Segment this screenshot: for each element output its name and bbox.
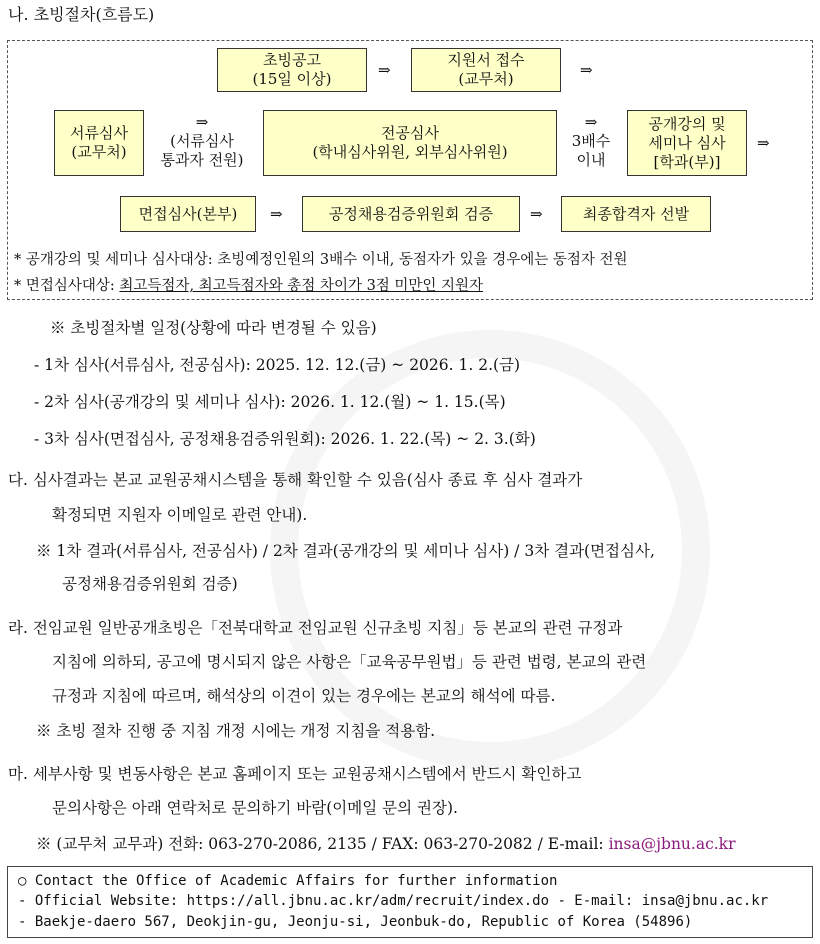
flow-arrow: ⇒ (580, 61, 593, 79)
flow-step-sublabel: (15일 이상) (252, 70, 332, 88)
flow-step-sublabel: 세미나 심사 (648, 133, 726, 152)
flow-arrow: ⇒ (584, 113, 598, 131)
flow-step-label: 지원서 접수 (447, 51, 525, 69)
flow-step-application (411, 48, 561, 92)
flow-step-fairness-committee (302, 196, 520, 232)
flow-step-label: 공개강의 및 (648, 114, 726, 133)
contact-box-website[interactable]: - Official Website: https://all.jbnu.ac.kr/adm/recruit/index.do - E-mail: insa@jbnu.ac.kr (18, 893, 769, 909)
flow-step-sublabel: (학내심사위원, 외부심사위원) (312, 143, 508, 161)
contact-box-address: - Baekje-daero 567, Deokjin-gu, Jeonju-si, Jeonbuk-do, Republic of Korea (54896) (18, 914, 693, 930)
section-ra-note: ※ 초빙 절차 진행 중 지침 개정 시에는 개정 지침을 적용함. (36, 722, 436, 740)
flow-arrow-note: 이내 (576, 151, 606, 169)
flow-step-label: 전공심사 (381, 124, 439, 142)
section-ra-line: 지침에 의하되, 공고에 명시되지 않은 사항은「교육공무원법」등 관련 법령, 본교의 관련 (52, 653, 647, 671)
flow-arrow-note: (서류심사 (170, 132, 234, 150)
flow-arrow: ⇒ (378, 61, 391, 79)
flow-step-major-review (263, 110, 557, 176)
flow-step-label: 공정채용검증위원회 검증 (328, 204, 494, 223)
section-da-note: 공정채용검증위원회 검증) (62, 575, 238, 593)
flow-step-lecture-seminar (627, 110, 747, 176)
flow-arrow: ⇒ (195, 113, 209, 131)
flow-arrow-with-note (150, 113, 254, 170)
contact-text: ※ (교무처 교무과) 전화: 063-270-2086, 2135 / FAX: 063-270-2082 / E-mail: (36, 835, 609, 853)
flow-step-label: 최종합격자 선발 (582, 204, 690, 223)
flow-note-interview-targets (14, 277, 483, 295)
schedule-item: - 3차 심사(면접심사, 공정채용검증위원회): 2026. 1. 22.(목) ~ 2. 3.(화) (34, 430, 536, 448)
schedule-title: ※ 초빙절차별 일정(상황에 따라 변경될 수 있음) (50, 319, 377, 337)
section-na-title: 나. 초빙절차(흐름도) (8, 5, 155, 24)
schedule-item: - 2차 심사(공개강의 및 세미나 심사): 2026. 1. 12.(월) ~ 1. 15.(목) (34, 393, 506, 411)
section-ma-line: 마. 세부사항 및 변동사항은 본교 홈페이지 또는 교원공채시스템에서 반드시 확인하고 (8, 765, 582, 783)
contact-box-heading: ○ Contact the Office of Academic Affairs for further information (18, 873, 558, 889)
flow-arrow-with-note (563, 113, 619, 170)
flow-note-lecture-targets: * 공개강의 및 세미나 심사대상: 초빙예정인원의 3배수 이내, 동점자가 있을 경우에는 동점자 전원 (14, 252, 628, 268)
flow-step-label: 초빙공고 (263, 51, 321, 69)
schedule-item: - 1차 심사(서류심사, 전공심사): 2025. 12. 12.(금) ~ 2026. 1. 2.(금) (34, 356, 521, 374)
flow-arrow: ⇒ (757, 134, 770, 152)
flow-step-interview (120, 196, 256, 232)
section-da-line: 확정되면 지원자 이메일로 관련 안내). (52, 506, 308, 524)
flow-step-label: 서류심사 (70, 124, 128, 142)
section-ma-contact (36, 834, 735, 854)
flow-arrow-note: 통과자 전원) (160, 151, 244, 169)
flow-step-label: 면접심사(본부) (138, 204, 238, 223)
note-underlined-text: 최고득점자, 최고득점자와 총점 차이가 3점 미만인 지원자 (119, 278, 484, 294)
section-ra-line: 라. 전임교원 일반공개초빙은「전북대학교 전임교원 신규초빙 지침」등 본교의 관련 규정과 (8, 619, 623, 637)
flow-step-document-review (54, 110, 144, 176)
section-da-line: 다. 심사결과는 본교 교원공채시스템을 통해 확인할 수 있음(심사 종료 후 심사 결과가 (8, 471, 583, 489)
flow-step-sublabel: [학과(부)] (653, 152, 721, 171)
flow-arrow-note: 3배수 (571, 132, 611, 150)
contact-email-link[interactable]: insa@jbnu.ac.kr (608, 835, 736, 853)
section-ma-line: 문의사항은 아래 연락처로 문의하기 바람(이메일 문의 권장). (52, 799, 458, 817)
flow-step-sublabel: (교무처) (71, 143, 127, 161)
flow-arrow: ⇒ (270, 205, 283, 223)
flow-step-sublabel: (교무처) (458, 70, 514, 88)
flow-arrow: ⇒ (530, 205, 543, 223)
note-prefix: * 면접심사대상: (14, 278, 120, 294)
section-da-note: ※ 1차 결과(서류심사, 전공심사) / 2차 결과(공개강의 및 세미나 심사) / 3차 결과(면접심사, (36, 542, 655, 560)
flow-step-announcement (217, 48, 367, 92)
section-ra-line: 규정과 지침에 따르며, 해석상의 이견이 있는 경우에는 본교의 해석에 따름. (52, 687, 556, 705)
flow-step-final-selection (561, 196, 711, 232)
